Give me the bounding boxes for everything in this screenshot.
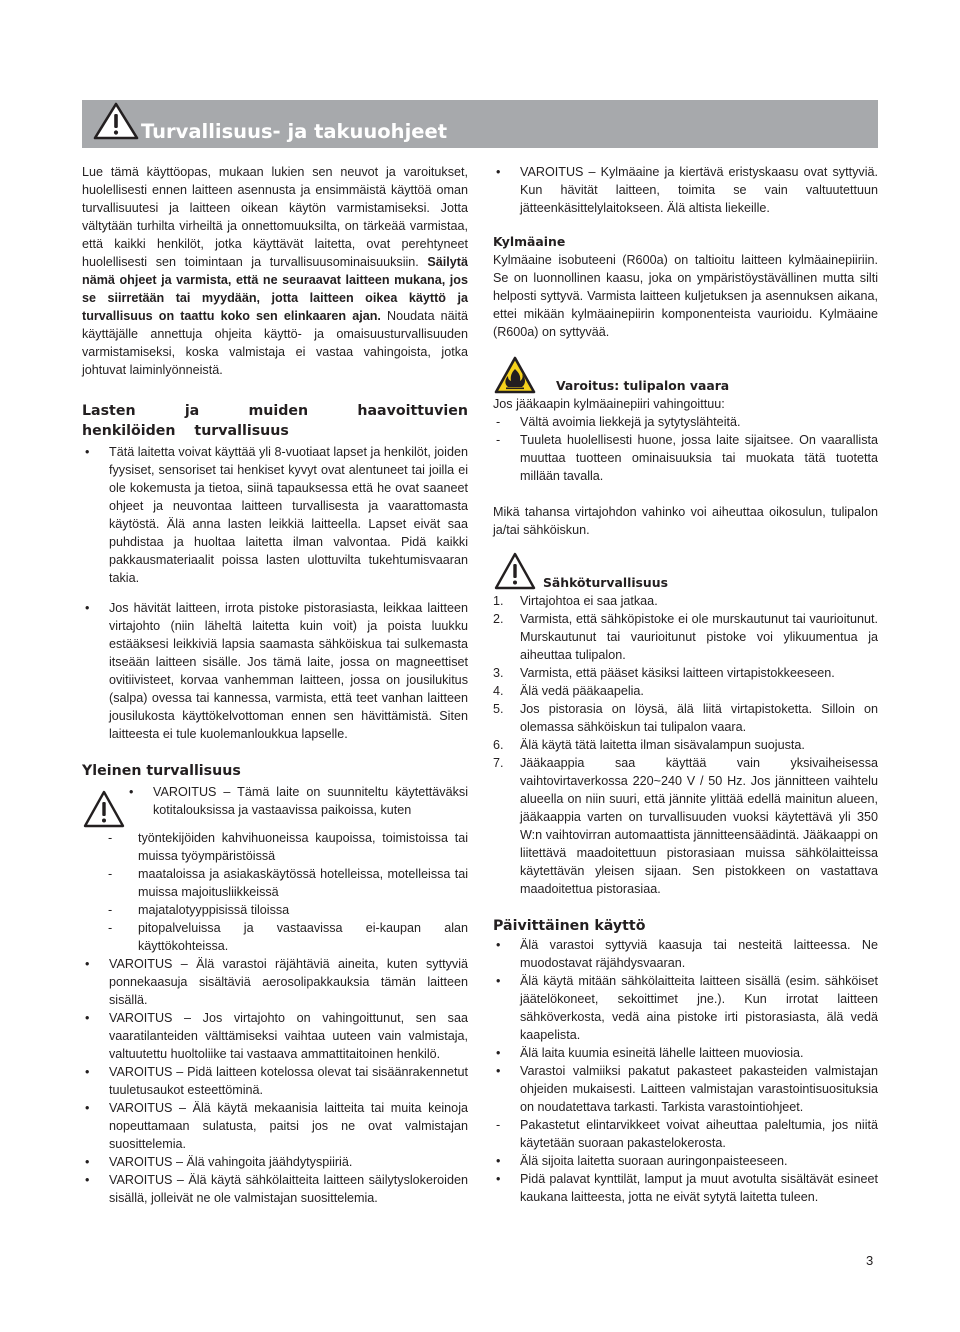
list-item: - Tuuleta huolellisesti huone, jossa laite sijaitsee. On vaarallista muuttaa tuotteen ominaisuuksia tai muokata tätä tuotetta millään tavalla. bbox=[496, 433, 878, 483]
list-item: • VAROITUS – Älä käytä mekaanisia laitteita tai muita keinoja nopeuttamaan sulatusta, paitsi jos ne ovat valmistajan suosittelemia. bbox=[85, 1101, 468, 1151]
daily-use-list bbox=[493, 936, 878, 1206]
fire-list bbox=[493, 413, 878, 485]
electrical-safety-heading: Sähköturvallisuus bbox=[543, 575, 668, 590]
list-item: • Varastoi valmiiksi pakatut pakasteet pakasteiden valmistajan ohjeiden mukaisesti. Laitteen valmistajan varastointisuosituksia on noudatettava tarkasti. Tarkista varastointiohjeet. bbox=[496, 1064, 878, 1114]
fire-warning-heading: Varoitus: tulipalon vaara bbox=[556, 378, 730, 393]
list-item: - työntekijöiden kahvihuoneissa kaupoissa, toimistoissa tai muissa työympäristöissä bbox=[108, 831, 468, 863]
children-safety-heading: Lasten ja muiden haavoittuvien henkilöiden turvallisuus bbox=[82, 403, 468, 439]
list-item: - Vältä avoimia liekkejä ja sytytyslähteitä. bbox=[496, 415, 741, 429]
list-item: 1. Virtajohtoa ei saa jatkaa. bbox=[493, 594, 658, 608]
daily-use-heading: Päivittäinen käyttö bbox=[493, 918, 646, 934]
list-item: 2. Varmista, että sähköpistoke ei ole murskautunut tai vaurioitunut. Murskautunut tai vaurioitunut pistoke voi ylikuumentua ja aiheuttaa tulipalon. bbox=[493, 612, 878, 662]
children-safety-list bbox=[82, 443, 468, 743]
fire-warning-row bbox=[493, 355, 878, 395]
list-item: • VAROITUS – Älä varastoi räjähtäviä aineita, kuten syttyviä ponnekaasuja sisältäviä aerosolipakkauksia tämän laitteen sisällä. bbox=[85, 957, 468, 1007]
list-item: - maataloissa ja asiakaskäytössä hotelleissa, motelleissa tai muissa majoitusliikkeissä bbox=[108, 867, 468, 899]
right-top-list bbox=[493, 163, 878, 217]
general-warning-list bbox=[82, 955, 468, 1207]
list-item: • VAROITUS – Älä vahingoita jäähdytyspiiriä. bbox=[85, 1155, 353, 1169]
refrigerant-heading: Kylmäaine bbox=[493, 234, 566, 249]
list-item: 6. Älä käytä tätä laitetta ilman sisävalampun suojusta. bbox=[493, 738, 805, 752]
list-item: 7. Jääkaappia saa käyttää vain yksivaiheisessa vaihtovirtaverkossa 220~240 V / 50 Hz. Jos jännitteen vaihtelu alueella on niin suuri, että jännite ylittää edellä mainitun alueen, jääkaappia varten on turvallisuuden vuoksi käytettävä yli 350 W:n vaihtovirran automaattista jännitteensäädintä. Jääkaappi on liitettävä maadoitettuun pistorasiaan muissa sähkölaitteissa käytettävän yleisen sijaan. Sen pistokkeen on vastattava maadoitettua pistorasiaa. bbox=[493, 756, 878, 896]
list-item: • VAROITUS – Älä käytä sähkölaitteita laitteen säilytyslokeroiden sisällä, jolleivät ne ole valmistajan suosittelemia. bbox=[85, 1173, 468, 1205]
fire-intro: Jos jääkaapin kylmäainepiiri vahingoittuu: bbox=[493, 397, 725, 411]
general-first-list bbox=[126, 783, 468, 819]
fire-hazard-icon bbox=[493, 355, 537, 395]
intro-bold-text: Säilytä nämä ohjeet ja varmista, että ne seuraavat laitteen mukana, jos se siirretään tai myydään, jotta laitteen oikea käyttö ja turvallisuus on taattu koko sen elinkaaren ajan. bbox=[82, 255, 469, 323]
list-item: • Jos hävität laitteen, irrota pistoke pistorasiasta, leikkaa laitteen virtajohto (niin läheltä laitetta kuin voit) ja poista luukku estääksesi leikkiviä lapsia saamasta sähköiskua tai sulkemasta itseään laitteen sisälle. Jos tämä laite, jossa on magneettiset ovitiivisteet, korvaa vanhemman laitteen, jossa on jousilukitus (salpa) ovessa tai kannessa, varmista, että teet vanhan laitteen jousilukosta käyttökelvottoman ennen sen hävittämistä. Siten laitteesta ei tule kuolemanloukkua lapselle. bbox=[85, 601, 468, 741]
list-item: • Pidä palavat kynttilät, lamput ja muut avotulta sisältävät esineet kaukana laitteesta, jotta ne eivät sytytä laitetta tuleen. bbox=[496, 1172, 878, 1204]
list-item: • VAROITUS – Kylmäaine ja kiertävä eristyskaasu ovat syttyviä. Kun hävität laitteen, toimita se vain valtuutettuun jätteenkäsittelylaitokseen. Älä altista liekeille. bbox=[496, 165, 878, 215]
intro-paragraph bbox=[82, 163, 468, 379]
list-item: • VAROITUS – Jos virtajohto on vahingoittunut, sen saa vaaratilanteiden välttämiseksi vaihtaa uuteen vain valmistaja, valtuutettu huoltoliike tai vastaava ammattitaitoinen henkilö. bbox=[85, 1011, 468, 1061]
list-item: • Älä laita kuumia esineitä lähelle laitteen muoviosia. bbox=[496, 1046, 804, 1060]
warning-icon bbox=[82, 789, 126, 829]
general-sub-list bbox=[82, 829, 468, 955]
list-item: - majatalotyyppisissä tiloissa bbox=[108, 903, 290, 917]
general-warning-row bbox=[82, 783, 468, 829]
warning-icon bbox=[92, 101, 140, 141]
list-item: • Älä käytä mitään sähkölaitteita laitteen sisällä (esim. sähköiset jäätelökoneet, sekoittimet jne.). Kun irrotat laitteen sähköverkosta, vedä aina pistoke irti pistorasiasta, älä vedä kaapelista. bbox=[496, 974, 878, 1042]
fire-note: Mikä tahansa virtajohdon vahinko voi aiheuttaa oikosulun, tulipalon ja/tai sähköiskun. bbox=[493, 505, 878, 537]
general-safety-heading: Yleinen turvallisuus bbox=[82, 763, 241, 779]
electrical-list bbox=[493, 592, 878, 898]
list-item: • Älä sijoita laitetta suoraan auringonpaisteeseen. bbox=[496, 1154, 788, 1168]
list-item: • Tätä laitetta voivat käyttää yli 8-vuotiaat lapset ja henkilöt, joiden fyysiset, sensoriset tai henkiset kyvyt ovat alentuneet tai joilla ei ole kokemusta ja tietoa, siinä tapauksessa että he ovat saaneet ohjeet ja neuvontaa laitteen turvallisesta ja vaarattomasta käytöstä. Älä anna lasten leikkiä laitteella. Lapset eivät saa puhdistaa ja huoltaa laitetta ilman valvontaa. Pidä kaikki pakkausmateriaalit poissa lasten ulottuvilta tukehtumisvaaran takia. bbox=[85, 445, 468, 585]
left-column bbox=[82, 163, 468, 1207]
list-item: • VAROITUS – Pidä laitteen kotelossa olevat tai sisäänrakennetut tuuletusaukot esteettöminä. bbox=[85, 1065, 468, 1097]
refrigerant-text: Kylmäaine isobuteeni (R600a) on taltioitu laitteen kylmäainepiiriin. Se on luonnollinen kaasu, joka on ympäristöystävällinen mutta silti helposti syttyvä. Varmista laitteen kuljetuksen ja asennuksen aikana, ettei mikään kylmäainepiirin komponenteista vaurioidu. Kylmäaine (R600a) on syttyvää. bbox=[493, 253, 878, 339]
list-item: - Pakastetut elintarvikkeet voivat aiheuttaa paleltumia, jos niitä käytetään suoraan pakastelokerosta. bbox=[496, 1118, 878, 1150]
intro-text: Lue tämä käyttöopas, mukaan lukien sen neuvot ja varoitukset, huolellisesti ennen laitteen asennusta ja ensimmäistä käyttöä oman turvallisuutesi ja laitteen oikean käytön varmistamiseksi. Jotta vältytään turhilta virheiltä ja onnettomuuksilta, on tärkeää varmistaa, että kaikki henkilöt, jotka käyttävät laitetta, ovat perehtyneet huolellisesti sen toimintaan ja turvallisuusominaisuuksiin. bbox=[82, 165, 468, 269]
section-banner bbox=[82, 100, 878, 148]
intro-end-text: Noudata näitä käyttäjälle annettuja ohjeita käyttö- ja omaisuusturvallisuuden varmistamiseksi, koska valmistaja ei vastaa vahingoista, jotka johtuvat laiminlyönneistä. bbox=[82, 309, 468, 377]
page-title: Turvallisuus- ja takuuohjeet bbox=[141, 119, 448, 143]
electrical-warning-row bbox=[493, 551, 878, 592]
list-item: - pitopalveluissa ja vastaavissa ei-kaupan alan käyttökohteissa. bbox=[108, 921, 468, 953]
list-item: 5. Jos pistorasia on löysä, älä liitä virtapistoketta. Silloin on olemassa sähköiskun tai tulipalon vaara. bbox=[493, 702, 878, 734]
page-number: 3 bbox=[866, 1253, 874, 1268]
list-item: 4. Älä vedä pääkaapelia. bbox=[493, 684, 644, 698]
list-item: • VAROITUS – Tämä laite on suunniteltu käytettäväksi kotitalouksissa ja vastaavissa paikoissa, kuten bbox=[129, 785, 468, 817]
list-item: 3. Varmista, että pääset käsiksi laitteen virtapistokkeeseen. bbox=[493, 666, 835, 680]
warning-icon bbox=[493, 551, 537, 591]
list-item: • Älä varastoi syttyviä kaasuja tai nesteitä laitteessa. Ne muodostavat räjähdysvaaran. bbox=[496, 938, 878, 970]
right-column bbox=[493, 163, 878, 1206]
